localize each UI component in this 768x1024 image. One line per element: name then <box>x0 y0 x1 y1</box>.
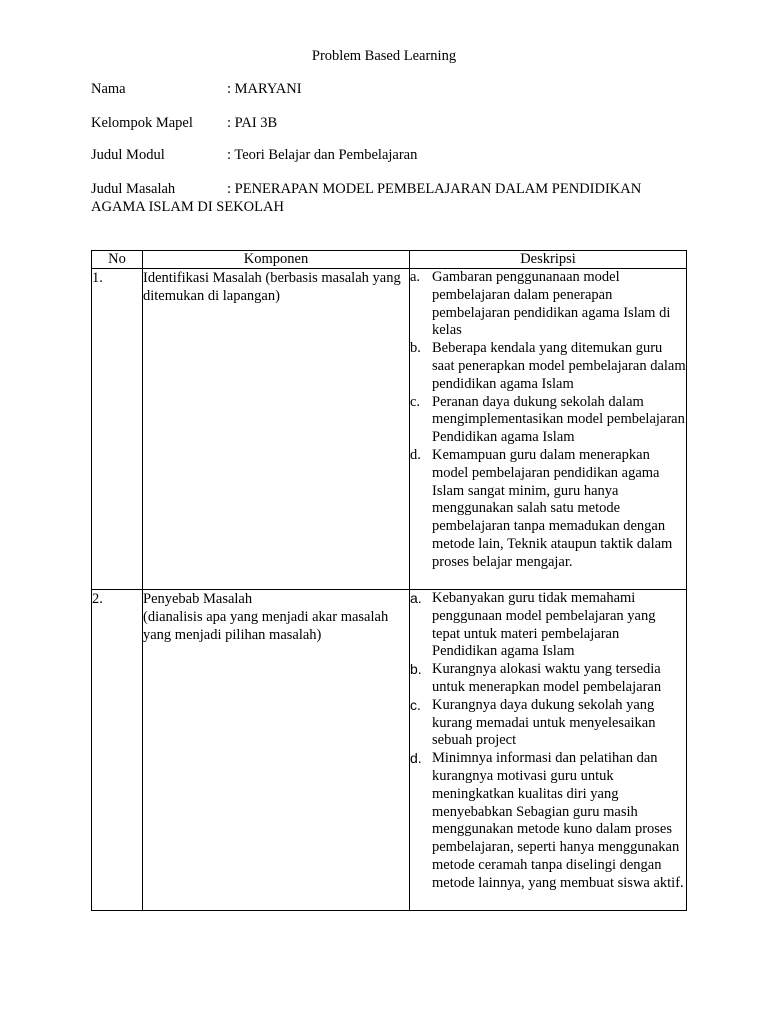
list-text: Minimnya informasi dan pelatihan dan kurangnya motivasi guru untuk meningkatkan kualitas diri yang menyebabkan Sebagian guru masih menggunakan metode kuno dalam proses pembelajaran, seperti hanya menggunakan metode ceramah tanpa diselingi dengan metode lainnya, yang membuat siswa aktif. <box>432 750 684 891</box>
list-marker: c. <box>410 696 421 713</box>
table-row <box>92 590 687 911</box>
list-text: Kurangnya alokasi waktu yang tersedia untuk menerapkan model pembelajaran <box>432 661 662 695</box>
list-item <box>410 340 686 393</box>
row-number: 1. <box>92 269 143 590</box>
table-row <box>92 269 687 590</box>
field-value: : PAI 3B <box>227 115 278 131</box>
list-marker: c. <box>410 393 421 410</box>
header-komponen: Komponen <box>143 251 410 269</box>
list-item <box>410 697 686 750</box>
header-deskripsi: Deskripsi <box>410 251 687 269</box>
list-text: Kurangnya daya dukung sekolah yang kurang memadai untuk menyelesaikan sebuah project <box>432 696 656 749</box>
document-title: Problem Based Learning <box>311 48 457 64</box>
list-item <box>410 661 686 697</box>
list-marker: a. <box>410 590 422 606</box>
field-value: : Teori Belajar dan Pembelajaran <box>227 147 418 163</box>
field-value: : MARYANI <box>227 81 302 97</box>
list-text: Kebanyakan guru tidak memahami penggunaan model pembelajaran yang tepat untuk materi pembelajaran Pendidikan agama Islam <box>432 590 656 660</box>
list-marker: b. <box>410 340 421 357</box>
list-text: Kemampuan guru dalam menerapkan model pembelajaran pendidikan agama Islam sangat minim, guru hanya menggunakan salah satu metode pembelajaran tanpa memadukan dengan metode lain, Teknik ataupun taktik dalam proses belajar mengajar. <box>432 446 673 570</box>
field-judul-modul <box>91 146 691 164</box>
field-label: Judul Masalah <box>91 181 176 197</box>
table-header-row <box>92 251 687 269</box>
list-marker: d. <box>410 750 422 767</box>
field-kelompok-mapel <box>91 114 691 132</box>
list-item <box>410 394 686 447</box>
list-text: Gambaran penggunanaan model pembelajaran dalam penerapan pembelajaran pendidikan agama Islam di kelas <box>432 269 671 339</box>
list-item <box>410 269 686 340</box>
field-label: Nama <box>91 81 126 97</box>
row-number: 2. <box>92 590 143 911</box>
row-deskripsi <box>410 590 687 911</box>
list-text: Peranan daya dukung sekolah dalam mengimplementasikan model pembelajaran Pendidikan agama Islam <box>432 393 685 446</box>
list-marker: b. <box>410 661 422 678</box>
row-deskripsi <box>410 269 687 590</box>
list-item <box>410 447 686 572</box>
komponen-note: (dianalisis apa yang menjadi akar masalah yang menjadi pilihan masalah) <box>143 609 389 643</box>
header-no: No <box>92 251 143 269</box>
komponen-title: Penyebab Masalah <box>143 591 253 607</box>
list-text: Beberapa kendala yang ditemukan guru saat penerapkan model pembelajaran dalam pendidikan agama Islam <box>432 340 686 392</box>
field-nama <box>91 80 691 98</box>
field-judul-masalah <box>91 180 691 216</box>
problem-table <box>91 250 687 911</box>
field-value: : PENERAPAN MODEL PEMBELAJARAN DALAM PENDIDIKAN AGAMA ISLAM DI SEKOLAH <box>91 181 642 215</box>
list-item <box>410 750 686 892</box>
list-marker: d. <box>410 446 421 463</box>
row-komponen <box>143 590 410 911</box>
row-komponen: Identifikasi Masalah (berbasis masalah yang ditemukan di lapangan) <box>143 269 410 590</box>
field-label: Kelompok Mapel <box>91 115 193 131</box>
field-label: Judul Modul <box>91 147 165 163</box>
list-item <box>410 590 686 661</box>
list-marker: a. <box>410 269 421 285</box>
